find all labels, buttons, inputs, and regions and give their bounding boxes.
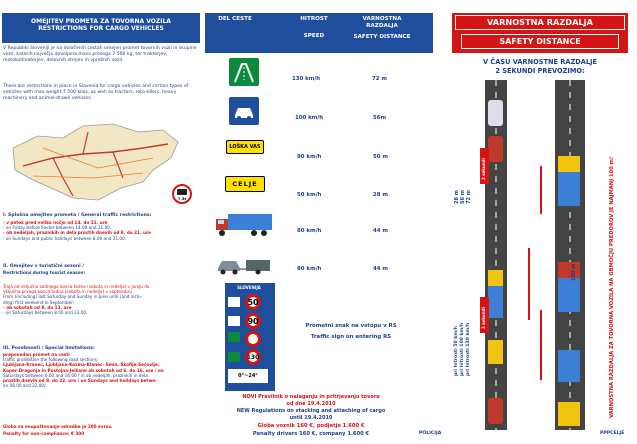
sec2-line-2: vključno prvega konca tedna (sobota in nedelja) v septembru: [3, 289, 133, 295]
car-icon: [229, 97, 259, 125]
col-dist-header-sl: VARNOSTNA RAZDALJA: [362, 16, 402, 29]
speed-limit-90: 90: [247, 316, 259, 326]
sec1-line-3: - ob nedeljah, praznikih in dela prostih dnevih od 8. do 21. ure: [3, 230, 151, 236]
sec3-lines: [3, 352, 201, 388]
row1-speed: 130 km/h: [292, 76, 321, 82]
temperature-sign: [228, 369, 268, 383]
dist-56: 56 m: [460, 190, 466, 204]
speed-limit-50: 50: [247, 297, 259, 307]
sec3-line-3: Ljubljana-Kranec, Ljubljana-Kozina-Klanec- Smin, Škofije-Sečovlje,: [3, 362, 160, 368]
sec2-sub: Restrictions during tourist season:: [3, 270, 86, 275]
entry-caption-sl: Prometni znak na vstopu v RS: [305, 323, 397, 329]
dist-72: 72 m: [466, 190, 472, 204]
sec3-line-4: Koper-Dragonja in Postojna-Jelšane ob sobotah od 6. do 16. ure / on: [3, 367, 164, 373]
row6-speed: 80 km/h: [297, 266, 322, 272]
row4-dist: 28 m: [373, 192, 388, 198]
col-speed-header-en: SPEED: [303, 33, 325, 39]
entry-icon-road: [228, 316, 240, 326]
footer-ppp: PPPCELJE: [600, 431, 625, 436]
row4-speed: 50 km/h: [297, 192, 322, 198]
footer-new-sl: NOVI Pravilnik o nalaganju in pritrjevanju tovora: [242, 394, 380, 400]
weight-badge: 7,5t: [177, 197, 187, 201]
left-intro-sl: V Republiki Sloveniji je na določenih cestah omejen promet tovornih vozil in skupine vozil, katerih največja dovoljena masa presega 7.500 kg, ter traktorjev, motokultivatorjev, delovnih strojev in vprežnih vozil.: [3, 46, 197, 63]
sec3-line-5: Saturdays between 6.00 and 16.00 / in ob nedeljah, praznikih in dela: [3, 372, 148, 378]
row3-speed: 90 km/h: [297, 154, 322, 160]
entry-sign-country: [226, 284, 272, 292]
right-title-sl: VARNOSTNA RAZDALJA: [486, 17, 594, 27]
safety-distance-illustration: [485, 80, 600, 430]
sec2-lines: [3, 284, 201, 315]
sec1-line-1: - v petek pred veliko nočjo od 14. do 21. ure: [3, 220, 108, 225]
row1-dist: 72 m: [372, 76, 387, 82]
row5-speed: 80 km/h: [297, 228, 322, 234]
hundred-meters-label: 100 m: [571, 263, 577, 281]
temperature-label: 0°~24°: [238, 373, 258, 379]
dist-28: 28 m: [454, 190, 460, 204]
sec3-line-7: en 08.00 and 22.00/.: [3, 383, 47, 389]
footer-new-en: NEW Regulations on stacking and attaching of cargo: [236, 408, 386, 414]
town-sign-loska-vas: [226, 140, 264, 154]
town-sign-celje: [225, 176, 265, 192]
speed-limit-110-sign: [245, 331, 261, 347]
footer-fine-sl: Globa voznik 160 €, podjetje 1.600 €: [257, 423, 365, 429]
expressway-sign: [229, 97, 259, 125]
sec1-line-2: - on Friday before Easter between 14.00 and 21.00,: [3, 225, 112, 231]
truck-image: [214, 212, 274, 238]
left-fine-sl: Globa za neupoštevanje odredbe je 300 evrov.: [3, 424, 113, 429]
entry-caption-en: Traffic sign on entering RS: [310, 334, 392, 340]
sec1-line-4: - on Sundays and public holidays between 8.00 and 21.00.: [3, 235, 127, 241]
weight-limit-sign: [172, 184, 192, 204]
entry-sign-country-label: SLOVENIJA: [237, 285, 261, 290]
tunnel-side-text: VARNOSTNA RAZDALJA ZA TOVORNA VOZILA NA OBMOČJU PREDOROV JE NAJMANJ 100 m!: [609, 156, 615, 418]
right-sub-1: V ČASU VARNOSTNE RAZDALJE: [483, 58, 597, 66]
town-sign-label: LOŠKA VAS: [229, 144, 261, 150]
sec1-lines: [3, 220, 201, 241]
footer-fine-en: Penalty drivers 160 €, company 1.600 €: [252, 431, 370, 437]
row6-dist: 44 m: [373, 266, 388, 272]
sec2-title: II. Omejitev v turistični sezoni /: [3, 264, 84, 269]
speed-limit-130-sign: [245, 349, 261, 365]
speed-50-caption: pri hitrosti 50 km/h: [454, 325, 459, 376]
row5-dist: 44 m: [373, 228, 388, 234]
speed-limit-90-sign: [245, 313, 261, 329]
row2-dist: 56m: [373, 115, 387, 121]
motorway-sign: [229, 58, 259, 86]
two-seconds-label-2: 2 sekundi: [481, 307, 486, 329]
col-dist-header-en: SAFETY DISTANCE: [353, 34, 411, 40]
footer-policija: POLICIJA: [419, 431, 442, 436]
speed-130-caption: pri hitrosti 130 km/h: [466, 322, 471, 376]
sec1-title: I. Splošna omejitev prometa / General traffic restrictions:: [3, 213, 152, 218]
slovenia-map: [3, 118, 183, 206]
right-title-en: SAFETY DISTANCE: [499, 37, 581, 46]
left-fine-en: Penalty for non-compliance: € 300: [3, 431, 85, 436]
footer-new-sl-date: od dne 19.4.2010: [286, 401, 336, 407]
sec2-line-3: From (including) last Saturday and Sunday in June until (and inclu-: [3, 294, 143, 300]
col-speed-header-sl: HITROST: [300, 16, 328, 22]
row3-dist: 50 m: [373, 154, 388, 160]
speed-100-caption: pri hitrosti 100 km/h: [460, 322, 465, 376]
left-intro-en: There are restrictions in place in Slovenia for cargo vehicles and certain types of vehicles with max weight 7.500 kilos, as well as tractors, roto-tillers, heavy machinery and animal-drawn vehicles.: [3, 84, 189, 101]
footer-new-en-date: until 19.4.2010: [289, 415, 333, 421]
speed-limit-130: 130: [246, 353, 260, 361]
sec2-line-5: - ob sobotah od 8. do 13. ure: [3, 304, 72, 310]
entry-icon-motorway: [228, 352, 240, 362]
right-title-sl-box: [455, 15, 625, 30]
sec3-line-2: traffic prohibition the following road sections:: [3, 357, 99, 363]
speed-limit-50-sign: [245, 294, 261, 310]
left-title-en: RESTRICTIONS FOR CARGO VEHICLES: [38, 25, 164, 32]
truck-icon: [177, 189, 187, 195]
car-trailer-image: [216, 255, 272, 275]
two-seconds-label-1: 2 sekundi: [481, 158, 486, 180]
entry-icon-expressway: [228, 332, 240, 342]
sec2-line-4: ding) first weekend in September:: [3, 299, 75, 305]
sec3-title: III. Posebnosti / Special limitations:: [3, 346, 95, 351]
town-sign-label: CELJE: [232, 180, 258, 188]
sec2-line-1: Trajá od vključno zadnjega konca tedna (sobota in nedelja) v juniju do: [3, 284, 150, 289]
left-title-band: [2, 13, 200, 43]
sec2-line-6: - on Saturdays between 8.00 and 13.00.: [3, 310, 88, 316]
sec3-line-1: prepovedan promet na cesti: [3, 352, 70, 357]
left-title-sl: OMEJITEV PROMETA ZA TOVORNA VOZILA: [31, 18, 171, 25]
row2-speed: 100 km/h: [295, 115, 324, 121]
right-sub-2: 2 SEKUNDI PREVOZIMO:: [495, 67, 585, 75]
right-title-en-box: [461, 34, 619, 49]
sec3-line-6: prostih dnevih od 8. do 22. ure / on Sundays and holidays betwe-: [3, 378, 157, 384]
col-road-header: DEL CESTE: [218, 16, 252, 22]
entry-icon-town: [228, 297, 240, 307]
motorway-icon: [229, 58, 259, 86]
